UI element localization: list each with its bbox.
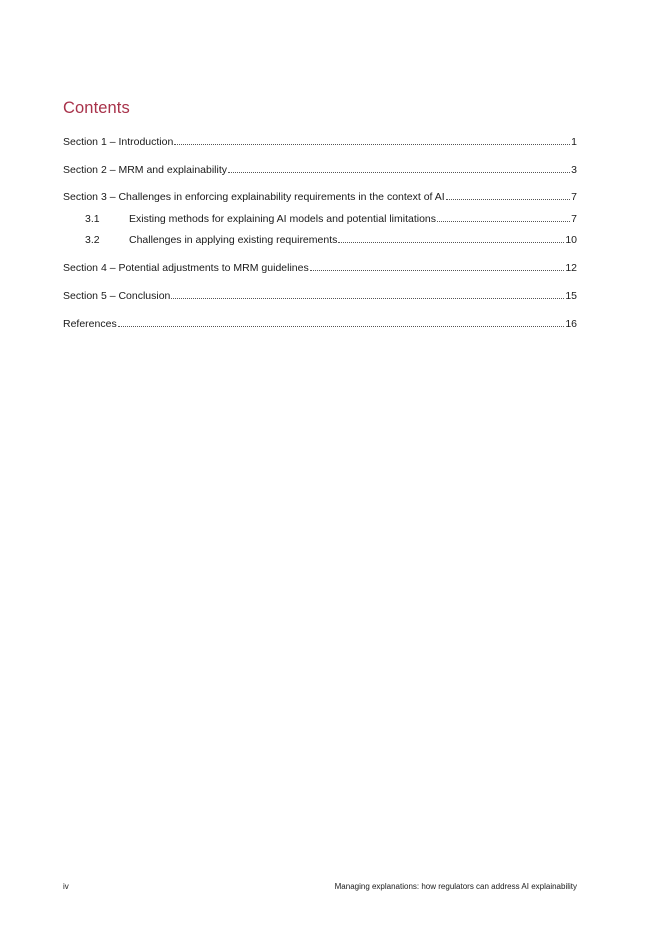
toc-entry-number: 3.1 [85,213,100,225]
toc-entry-title: Section 4 – Potential adjustments to MRM guidelines [63,262,309,274]
footer-page-number: iv [63,882,69,891]
toc-dot-leader [118,325,565,327]
toc-entry-section-4[interactable] [63,262,577,275]
toc-entry-number: 3.2 [85,234,100,246]
toc-entry-section-5[interactable] [63,290,577,303]
toc-entry-subsection-3-1[interactable] [85,213,577,226]
toc-entry-section-3[interactable] [63,191,577,204]
toc-entry-title: Existing methods for explaining AI models and potential limitations [129,213,437,225]
toc-entry-page: 7 [571,213,577,225]
toc-entry-page: 12 [565,262,577,274]
footer-document-title: Managing explanations: how regulators can address AI explainability [334,882,577,891]
toc-entry-page: 15 [565,290,577,302]
toc-entry-title: Section 1 – Introduction [63,136,174,148]
toc-entry-subsection-3-2[interactable] [85,234,577,247]
toc-entry-title: References [63,318,117,330]
toc-entry-page: 1 [571,136,577,148]
toc-dot-leader [437,220,570,222]
toc-entry-title: Section 3 – Challenges in enforcing explainability requirements in the context of AI [63,191,445,203]
toc-dot-leader [310,269,565,271]
toc-dot-leader [338,241,564,243]
toc-entry-section-2[interactable] [63,164,577,177]
toc-entry-page: 16 [565,318,577,330]
toc-entry-title: Section 2 – MRM and explainability [63,164,228,176]
toc-entry-page: 7 [571,191,577,203]
toc-entry-title: Challenges in applying existing requirements [129,234,338,246]
toc-dot-leader [228,171,570,173]
toc-entry-references[interactable] [63,318,577,331]
toc-dot-leader [171,297,564,299]
contents-heading: Contents [63,99,130,117]
toc-dot-leader [446,198,570,200]
toc-entry-page: 10 [565,234,577,246]
toc-entry-title: Section 5 – Conclusion [63,290,171,302]
toc-entry-section-1[interactable] [63,136,577,149]
toc-dot-leader [174,143,570,145]
toc-entry-page: 3 [571,164,577,176]
